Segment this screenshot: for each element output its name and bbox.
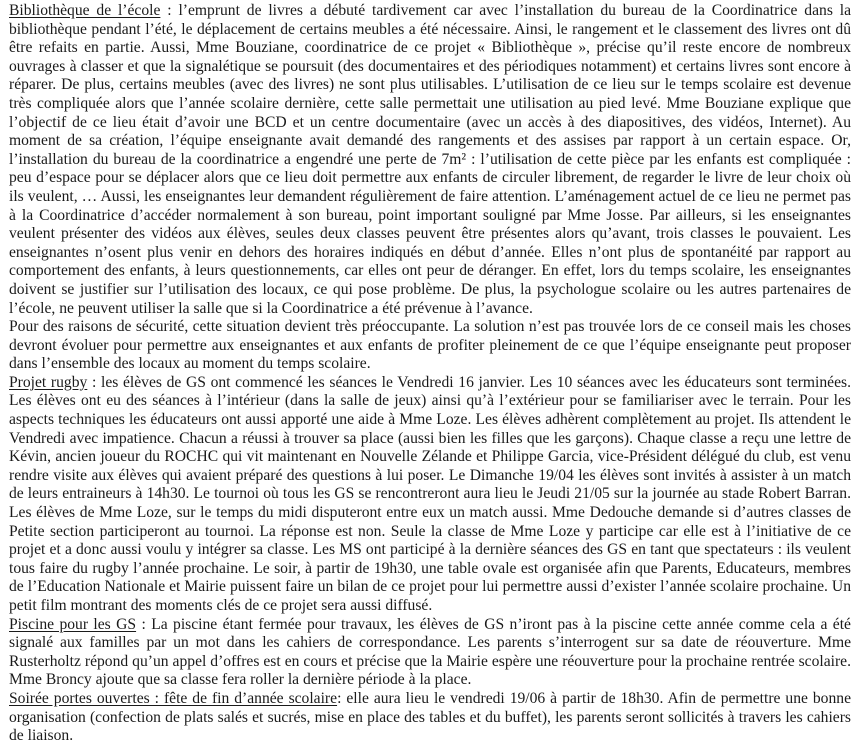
pool-text: : La piscine étant fermée pour travaux, les élèves de GS n’iront pas à la piscine cette année comme cela a été signalé aux familles par un mot dans les cahiers de correspondance. Les parents s’interrogent sur sa date de réouverture. Mme Rusterholtz répond qu’un appel d’offres est en cours et précise que la Mairie espère une réouverture pour la prochaine rentrée scolaire. Mme Broncy ajoute que sa classe fera roller la dernière période à la place.: [9, 615, 851, 689]
open-house-text: : elle aura lieu le vendredi 19/06 à partir de 18h30. Afin de permettre une bonne organisation (confection de plats salés et sucrés, mise en place des tables et du buffet), les parents seront sollicités à travers les cahiers de liaison.: [9, 689, 851, 745]
open-house-paragraph: [9, 690, 851, 746]
pool-paragraph: [9, 616, 851, 690]
rugby-paragraph: [9, 374, 851, 616]
rugby-heading: Projet rugby: [9, 373, 88, 391]
library-text: : l’emprunt de livres a débuté tardivement car avec l’installation du bureau de la Coordinatrice dans la bibliothèque pendant l’été, le déplacement de certains meubles a été nécessaire. Ainsi, le rangement et le classement des livres ont dû être refaits en partie. Aussi, Mme Bouziane, coordinatrice de ce projet « Bibliothèque », précise qu’il reste encore de nombreux ouvrages à classer et que la signalétique se poursuit (des documentaires et des périodiques notamment) et certains livres sont encore à réparer. De plus, certains meubles (avec des livres) ne sont plus utilisables. L’utilisation de ce lieu sur le temps scolaire est devenue très compliquée alors que l’année scolaire dernière, cette salle permettait une utilisation au pied levé. Mme Bouziane explique que l’objectif de ce lieu était d’avoir une BCD et un centre documentaire (avec un accès à des diapositives, des vidéos, Internet). Au moment de sa création, l’équipe enseignante avait demandé des rangements et des assises par rapport à un certain espace. Or, l’installation du bureau de la coordinatrice a engendré une perte de 7m² : l’utilisation de cette pièce par les enfants est compliquée : peu d’espace pour se déplacer alors que ce lieu doit permettre aux enfants de circuler librement, de regarder le livre de leur choix où ils veulent, … Aussi, les enseignantes leur demandent régulièrement de faire attention. L’aménagement actuel de ce lieu ne permet pas à la Coordinatrice d’accéder normalement à son bureau, point important souligné par Mme Josse. Par ailleurs, si les enseignantes veulent présenter des vidéos aux élèves, seules deux classes peuvent être présentes alors qu’avant, trois classes le pouvaient. Les enseignantes n’osent plus venir en dehors des horaires indiqués en début d’année. Elles n’ont plus de spontanéité par rapport au comportement des enfants, à leurs questionnements, car elles ont peur de déranger. En effet, lors du temps scolaire, les enseignantes doivent se justifier sur l’utilisation des locaux, ce qui pose problème. De plus, la psychologue scolaire ou les autres partenaires de l’école, ne peuvent utiliser la salle que si la Coordinatrice a été prévenue à l’avance.: [9, 2, 851, 317]
library-heading: Bibliothèque de l’école: [9, 2, 161, 19]
rugby-text: : les élèves de GS ont commencé les séances le Vendredi 16 janvier. Les 10 séances avec les éducateurs sont terminées. Les élèves ont eu des séances à l’intérieur (dans la salle de jeux) ainsi qu’à l’extérieur pour se familiariser avec le terrain. Pour les aspects techniques les éducateurs ont aussi apporté une aide à Mme Loze. Les élèves adhèrent complètement au projet. Ils attendent le Vendredi avec impatience. Chacun a réussi à trouver sa place (aussi bien les filles que les garçons). Chaque classe a reçu une lettre de Kévin, ancien joueur du ROCHC qui vit maintenant en Nouvelle Zélande et Philippe Garcia, vice-Président délégué du club, est venu rendre visite aux élèves qui avaient préparé des questions à lui poser. Le Dimanche 19/04 les élèves sont invités à assister à un match de leurs entraineurs à 14h30. Le tournoi où tous les GS se rencontreront aura lieu le Jeudi 21/05 sur la journée au stade Robert Barran. Les élèves de Mme Loze, sur le temps du midi disputeront entre eux un match aussi. Mme Dedouche demande si d’autres classes de Petite section participeront au tournoi. La réponse est non. Seule la classe de Mme Loze y participe car elle est à l’initiative de ce projet et a donc aussi voulu y intégrer sa classe. Les MS ont participé à la dernière séances des GS en tant que spectateurs : ils veulent tous faire du rugby l’année prochaine. Le soir, à partir de 19h30, une table ovale est organisée afin que Parents, Educateurs, membres de l’Education Nationale et Mairie puissent faire un bilan de ce projet pour lui permettre aussi d’exister l’année scolaire prochaine. Un petit film montrant des moments clés de ce projet sera aussi diffusé.: [9, 373, 851, 614]
library-paragraph: [9, 2, 851, 318]
safety-paragraph: [9, 318, 851, 374]
pool-heading: Piscine pour les GS: [9, 615, 137, 633]
safety-text: Pour des raisons de sécurité, cette situation devient très préoccupante. La solution n’est pas trouvée lors de ce conseil mais les choses devront évoluer pour permettre aux enseignantes et aux enfants de profiter pleinement de ce que l’équipe enseignante peut proposer dans l’ensemble des locaux au moment du temps scolaire.: [9, 318, 851, 373]
open-house-heading: Soirée portes ouvertes : fête de fin d’année scolaire: [9, 689, 338, 707]
